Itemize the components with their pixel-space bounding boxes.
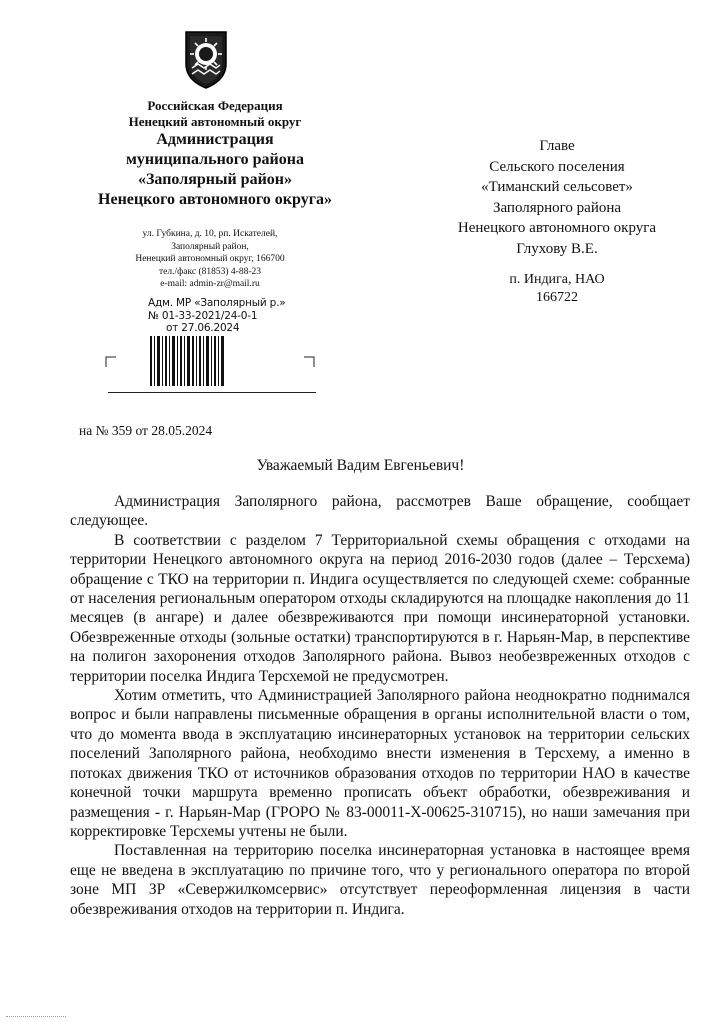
address-street: ул. Губкина, д. 10, рп. Искателей,: [142, 229, 278, 239]
paragraph-4: Поставленная на территорию поселка инсинераторная установка в настоящее время еще не введена в эксплуатацию по причине того, что у регионального оператора по второй зоне МП ЗР «Севержилкомсервис» отсутствует переоформленная лицензия в части обезвреживания отходов на территории п. Индига.: [70, 842, 690, 918]
addressee-name: Глухову В.Е.: [516, 240, 598, 257]
greeting: Уважаемый Вадим Евгеньевич!: [256, 457, 465, 474]
org-name-line-4: Ненецкого автономного округа»: [98, 191, 332, 208]
org-okrug: Ненецкий автономный округ: [128, 114, 302, 129]
addressee-title: Главе: [539, 138, 575, 154]
address-phone: тел./факс (81853) 4-88-23: [159, 266, 261, 277]
paragraph-1: Администрация Заполярного района, рассмотрев Ваше обращение, сообщает следующее.: [70, 493, 690, 530]
registration-stamp: [148, 297, 318, 335]
paragraph-3: Хотим отметить, что Администрацией Заполярного района неоднократно поднимался вопрос и были направлены письменные обращения в органы исполнительной власти о том, что до момента ввода в эксплуатацию инсинераторных установок на территории сельских поселений Заполярного района, необходимо внести изменения в Терсхему, а именно в потоках движения ТКО от источников образования отходов по территории НАО в качестве конечной точки маршрута временно прописать объект обработки, обезвреживания и размещения - г. Нарьян-Мар (ГРОРО № 83-00011-Х-00625-310715), но наши замечания при корректировке Терсхемы учтены не были.: [70, 687, 690, 840]
nenets-region-emblem-icon: [180, 28, 232, 90]
address-district: Заполярный район,: [171, 241, 249, 252]
org-name-line-1: Администрация: [156, 131, 274, 148]
addressee-postcode: 166722: [536, 290, 578, 305]
page-edge-mark: [6, 1016, 66, 1019]
reference-number: на № 359 от 28.05.2024: [79, 423, 213, 438]
registration-org: Адм. МР «Заполярный р.»: [148, 297, 286, 309]
address-email: e-mail: admin-zr@mail.ru: [160, 279, 260, 289]
barcode-icon: [150, 336, 224, 386]
stamp-underline: [108, 392, 316, 393]
paragraph-2: В соответствии с разделом 7 Территориальной схемы обращения с отходами на территории Ненецкого автономного округа на период 2016-2030 годов (далее – Терсхема) обращение с ТКО на территории п. Индига осуществляется по следующей схеме: собранные от населения региональным оператором отходы складируются на площадке накопления до 11 месяцев (в ангаре) и далее обезвреживаются при помощи инсинераторной установки. Обезвреженные отходы (зольные остатки) транспортируются в г. Нарьян-Мар, в перспективе на полигон захоронения отходов Заполярного района. Вывоз необезвреженных отходов с территории поселка Индига Терсхемой не предусмотрен.: [70, 531, 690, 685]
org-country: Российская Федерация: [147, 98, 283, 113]
addressee-settlement: Сельского поселения: [489, 158, 625, 175]
addressee-selsovet: «Тиманский сельсовет»: [481, 179, 633, 195]
org-name-line-2: муниципального района: [126, 151, 304, 168]
addressee-city: п. Индига, НАО: [509, 272, 605, 287]
registration-date: от 27.06.2024: [166, 322, 240, 334]
addressee-block: [412, 136, 702, 307]
org-address: [105, 228, 315, 291]
corner-mark-right: [303, 356, 315, 368]
org-name-line-3: «Заполярный район»: [137, 171, 293, 188]
letter-body: [70, 492, 690, 919]
organization-block: [70, 98, 360, 210]
registration-number: № 01-33-2021/24-0-1: [148, 309, 258, 322]
address-okrug: Ненецкий автономный округ, 166700: [135, 254, 285, 264]
addressee-district: Заполярного района: [492, 199, 622, 216]
addressee-okrug: Ненецкого автономного округа: [457, 220, 657, 236]
corner-mark-left: [105, 356, 117, 368]
